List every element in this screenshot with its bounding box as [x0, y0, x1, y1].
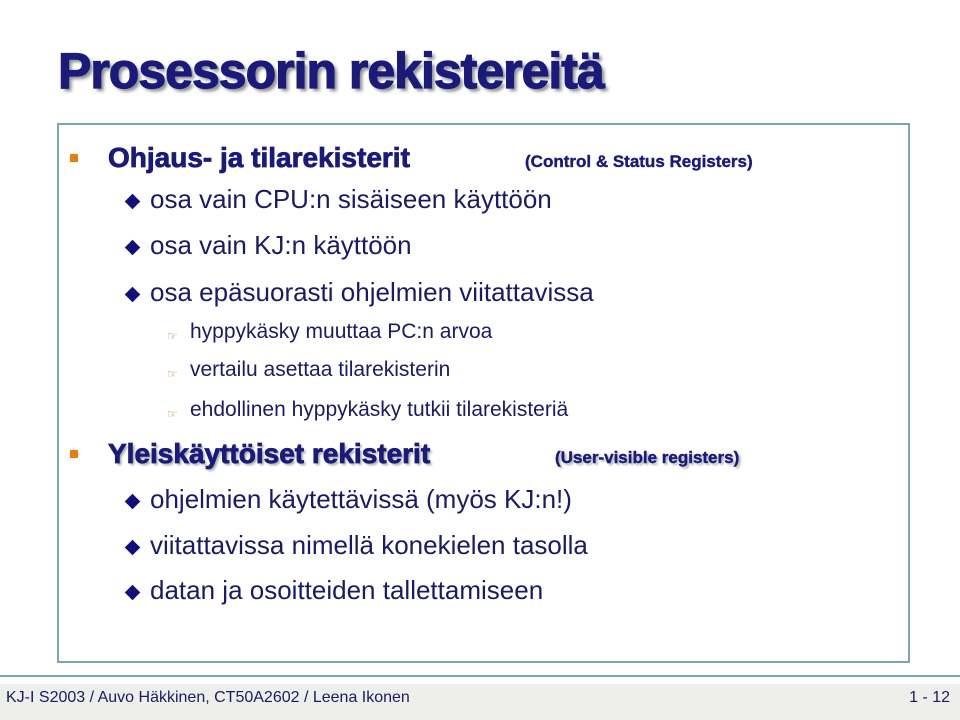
section-heading-control-status [70, 140, 870, 176]
diamond-bullet-icon [125, 194, 141, 210]
diamond-bullet-icon [125, 585, 141, 601]
footer-credits: KJ-I S2003 / Auvo Häkkinen, CT50A2602 / Leena Ikonen [6, 689, 410, 706]
section-heading-user-visible [70, 436, 870, 472]
pointing-hand-icon: ☞ [167, 407, 178, 421]
section-heading-text: Ohjaus- ja tilarekisterit [108, 142, 410, 173]
list-item-text: viitattavissa nimellä konekielen tasolla [150, 530, 588, 560]
list-item-text: osa vain KJ:n käyttöön [150, 230, 412, 260]
list-item-text: osa epäsuorasti ohjelmien viitattavissa [150, 277, 594, 307]
sub-list-item [163, 396, 813, 424]
slide-title: Prosessorin rekistereitä [58, 43, 604, 99]
sub-list-item [163, 356, 813, 384]
footer-divider [0, 675, 960, 677]
diamond-bullet-icon [125, 240, 141, 256]
page-number: 1 - 12 [909, 689, 950, 706]
list-item-text: ohjelmien käytettävissä (myös KJ:n!) [150, 484, 572, 514]
sub-list-item-text: vertailu asettaa tilarekisterin [190, 358, 451, 381]
sub-list-item-text: hyppykäsky muuttaa PC:n arvoa [190, 320, 493, 343]
square-bullet-icon [70, 450, 78, 458]
pointing-hand-icon: ☞ [167, 367, 178, 381]
list-item-text: datan ja osoitteiden tallettamiseen [150, 575, 544, 605]
list-item [122, 483, 822, 515]
list-item [122, 183, 822, 215]
list-item [122, 276, 822, 308]
section-heading-note: (Control & Status Registers) [525, 152, 753, 171]
diamond-bullet-icon [125, 494, 141, 510]
pointing-hand-icon: ☞ [167, 329, 178, 343]
sub-list-item [163, 318, 813, 346]
diamond-bullet-icon [125, 287, 141, 303]
sub-list-item-text: ehdollinen hyppykäsky tutkii tilarekisteriä [190, 398, 569, 421]
diamond-bullet-icon [125, 540, 141, 556]
section-heading-text: Yleiskäyttöiset rekisterit [108, 438, 431, 469]
list-item-text: osa vain CPU:n sisäiseen käyttöön [150, 184, 552, 214]
list-item [122, 229, 822, 261]
list-item [122, 529, 822, 561]
square-bullet-icon [70, 154, 78, 162]
list-item [122, 574, 822, 606]
section-heading-note: (User-visible registers) [555, 448, 740, 467]
